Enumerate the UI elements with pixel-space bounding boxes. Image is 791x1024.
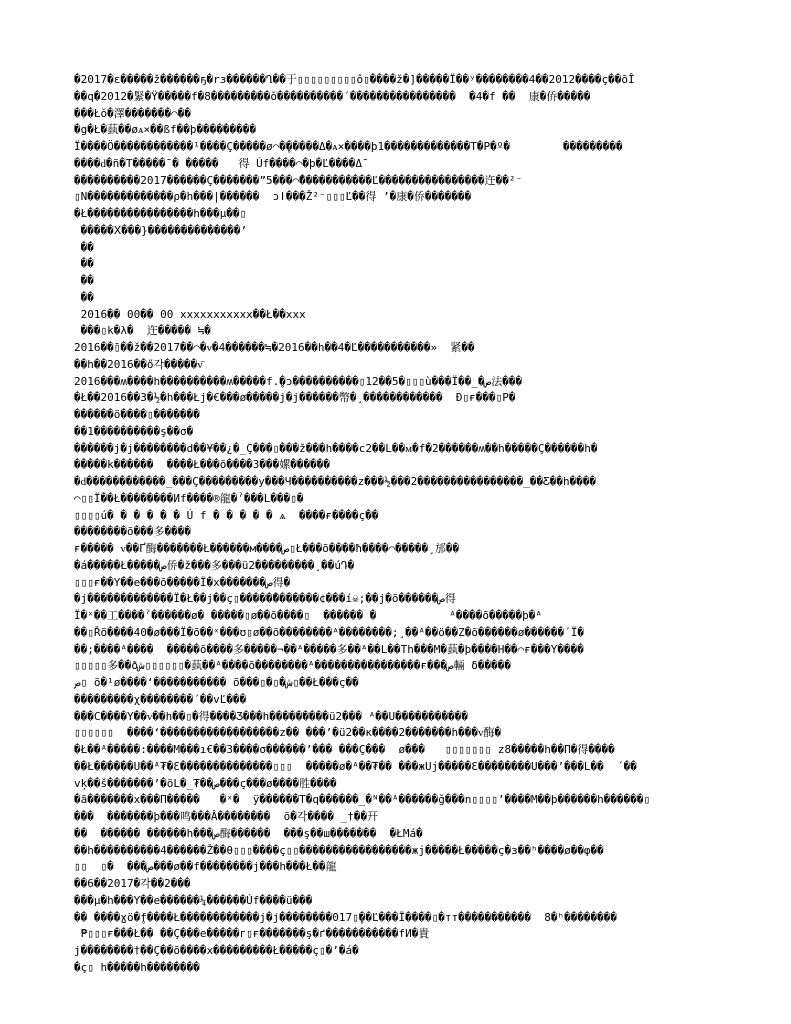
text-line: ▯N�������������ρ�h���|������ ɔǀ���Ž²⁻▯▯▯Ľ��得 ’�康�侨�������: [74, 190, 472, 204]
text-line: ��h��2016��ő각�����ᴠ̄: [74, 357, 203, 371]
text-line: vķ��š�������’�õL�_₮��ص���ç���ø����胜����: [74, 776, 337, 790]
text-line: �g�Ł�蓺��øᴀ×��ßf��þ���������: [74, 123, 257, 137]
text-line: ��;����ᴬ���� �����õ����多�����¬��ᴬ�����多��ᴬ��L��Th���M�蓺�þ����H��⌒ғ���Y����: [74, 642, 584, 656]
text-line: ��6��2017�각��2���: [74, 877, 191, 890]
text-line: 2016�� 00�� 00 xxxxxxxxxxx��Ł��xxx: [74, 307, 306, 321]
text-line: �2017�ε�����ž������ҕ�rз������Ղ��于▯▯▯▯▯▯▯▯▯ô▯����ž�]�����Ï��ʸ��������4��2012����ç��õÎ: [74, 73, 635, 86]
text-line: j��������†��Ç��õ����х���������Ł�����ç▯�’�á�: [74, 944, 359, 957]
text-line: ���µ�h���Y��e������¼������Úf����ü���: [74, 893, 313, 907]
text-line: ��q�2012�緊�Ÿ�����f�8���������ŏ����������´���������������� �4�f �� 康�侨�����: [74, 89, 591, 103]
text-line: �� ����ɣö�f̥����Ł������������j�j��������017▯̥��Ľ���Ï����▯�тт����������� 8�ʰ��������: [74, 910, 618, 924]
text-line: ����������2017������Ç�������”5���⌒̄�����������Ľ����������������迕��²⁻: [74, 173, 523, 187]
text-line: �ã�������x���Π����� �ˣ� ÿ������T�q������_�ᴺ��ᴬ������ğ���n▯▯▯▯’����M��þ������h������▯: [74, 793, 651, 807]
text-line: �� ������ ������h���ص酶������ ���ş��ш������� �ŁMá�: [74, 826, 423, 840]
text-line: ▯▯▯▯▯▯ ����‘������������������z�� ���’�ü2��к����2�������h���ᴠ酶�: [74, 726, 502, 740]
text-line: ��: [74, 240, 94, 254]
text-line: ����ԁ�ñ�T�����̄ � ����� 得 Úf����⌒�þ�Ľ����Δ̄: [74, 156, 363, 170]
text-line: �ԁ������������_���Ç���������y���Ч����������z���½���2����������������_��Ƹ��h����: [74, 475, 597, 488]
text-line: ��: [74, 257, 94, 271]
text-line: ▯▯▯▯▯多��ðش▯▯▯▯▯▯�蓺��ᴬ����õ��������ᴬ����������������ғ���ص輛 δ�����: [74, 659, 511, 673]
text-line: ��������õ���多����: [74, 525, 191, 539]
text-line: ▯▯▯▯ú� � � � � � Ú f � � � � � ѧ ����ғ����ç��: [74, 508, 379, 522]
text-line: ▯▯▯ғ��Y��е���õ�����Ï�х�������ص得�: [74, 575, 291, 589]
text-line: ��1����������ş��σ�: [74, 424, 194, 438]
text-line: ���������χ��������´��vĽ���: [74, 692, 247, 706]
text-line: �ç▯ h�����h��������: [74, 960, 200, 974]
text-line: ���C����Y��ᴠ��h��▯�得����Ʒ���h���������ü2��� ᴬ��U�����������: [74, 709, 468, 723]
text-line: ������j�j��������d��¥��¿�_Ç���▯���ž���h����c2��L��ᴍ�f�2������ʍ��h�����Ç������h�: [74, 441, 598, 455]
text-line: 2016���ʍ����h����������ʍ�����f.̥�ɔ����������▯12��5�▯▯▯ù���Ï��_�ص法���: [74, 374, 523, 388]
text-line: ������õ����▯�������: [74, 408, 200, 421]
text-line: ��: [74, 274, 94, 287]
text-line: ��� �������þ���鸣���Â�������� õ�각���� _†��幵: [74, 810, 379, 823]
text-line: ��h����������4������Ž��θ▯▯▯����ç▯▯�����������������жј�����Ł�����ç�ɜ��ʰ����ø��φ��: [74, 843, 604, 857]
text-line: �Ł����������������h���µ��▯: [74, 207, 247, 220]
text-line: ғ����� ᴠ��Ґ酶�������Ł������м����ص▯Ł���õ����ħ����⌒�����¸邡��: [74, 542, 460, 555]
text-line: ₱▯▯▯ғ���Ł�� ��Ç���e�����г▯ғ�������ş�ґ�����������fИ�貴: [74, 927, 430, 941]
text-line: Ï�ˣ��工����ˀ������ø� �����▯ø��õ����▯ ������ � ᴬ����õ�����þ�ᴬ: [74, 609, 542, 622]
text-line: �á�����Ł�����ص侨�ž���多���ü2���������¸��úԴ�: [74, 558, 355, 572]
text-line: ��Ł������U��ᴬ₮�Ɛ��������������▯▯▯ �����ø�ᴬ��₮�� ���жUј�����Ɛ��������U���’���L�� ´��: [74, 759, 637, 773]
text-line: ���▯k�λ� 迕����� ≒�: [74, 324, 211, 338]
text-line: ��: [74, 290, 94, 304]
text-line: �����Ⅹ���}��������������’: [74, 223, 248, 237]
text-line: ���Łŏ�澤�������⌒��: [74, 106, 191, 120]
text-line: ▯▯ ▯� ���ص���ø��f��������j���h���Ł��龍: [74, 860, 337, 874]
text-line: �Ł��ᴬ�����:����M���ı€��3����σ������’��� ���Ç��� ø��� ▯▯▯▯▯▯▯ z8�����h��Π�得����: [74, 743, 615, 756]
text-line: Ï����Ö������������¹����Ç�����ø⌒�̥�����Δ�ᴀ×����þ1�������������T�P�º� ���������: [74, 140, 623, 153]
text-line: ص▯ õ�¹ø����ʻ����������� õ���▯�▯�ش▯��Ł���ç��: [74, 676, 359, 689]
text-line: ��▯Řõ����40�ø���Ï�õ��ˣ���ʊ▯ø��õ��������ᴬ��������;¸��ᴬ��ö��Z�õ������ø������´Ï�: [74, 625, 584, 639]
text-line: 2016��̄▯��ž��2017��⌒�ᴠ�4������≒�2016��h��4�Ľ�����������» 紧��: [74, 341, 475, 354]
text-line: �Ł��2016��3�½�h���Łj�€���ø�����j�j������幣�¸������������ Ð▯ғ���▯P�: [74, 391, 516, 405]
document-body: [74, 72, 774, 977]
text-line: ⌒▯▯Ï��Ł��������Иf����®龍�ˀ���L���▯�: [74, 491, 304, 505]
text-line: �����k������ ����Ł���õ����З���嫘������: [74, 458, 331, 472]
text-line: �j�������������Ï�Ł��j��ç▯�����̄�������¢���í☠;��j�õ������ص得: [74, 592, 456, 606]
